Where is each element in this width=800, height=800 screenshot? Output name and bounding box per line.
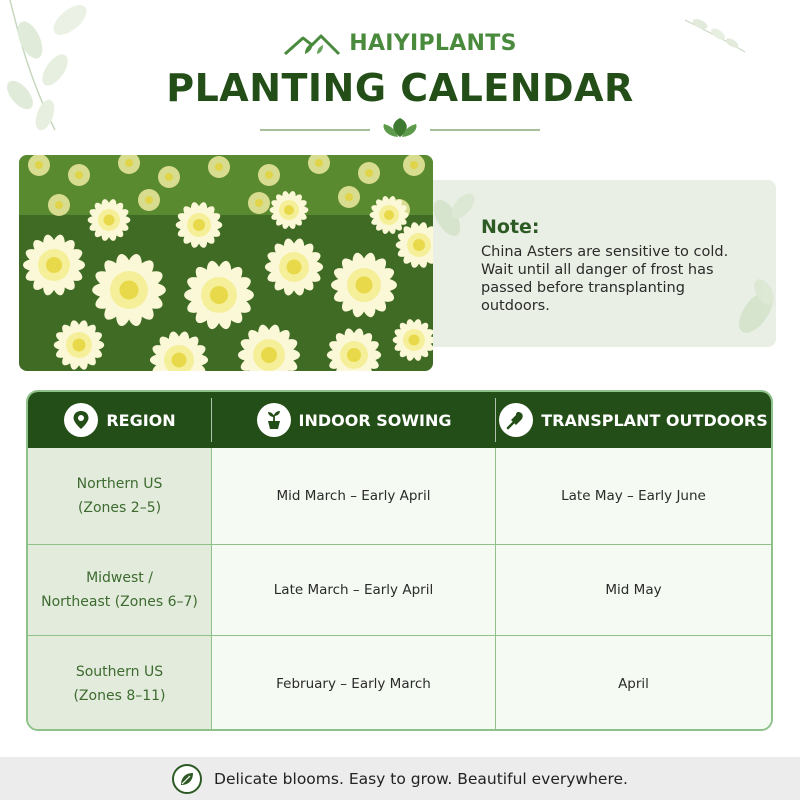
aster-flowers-photo [19,155,433,371]
indoor-sowing-cell: Mid March – Early April [212,448,496,544]
header-region-label: REGION [106,410,176,430]
note-title: Note: [481,216,540,238]
leaf-badge-icon [172,764,202,794]
table-row [28,545,771,636]
decorative-leaf-icon [433,188,479,240]
table-row [28,636,771,731]
header-indoor-label: INDOOR SOWING [298,410,452,430]
seedling-pot-icon [257,403,291,437]
region-line1: Northern US [76,476,163,492]
indoor-sowing-cell: Late March – Early April [212,545,496,635]
region-cell [28,636,212,731]
brand-name: HAIYIPLANTS [349,30,517,56]
header-transplant [496,392,771,448]
page-title: PLANTING CALENDAR [166,66,634,110]
brand-header [0,26,800,60]
header-indoor-sowing [212,392,496,448]
note-card [433,180,776,347]
region-line2: Northeast (Zones 6–7) [41,594,198,610]
region-line1: Southern US [75,663,164,680]
footer-banner [0,757,800,800]
table-header [28,392,771,448]
region-cell [28,448,212,544]
trowel-icon [499,403,533,437]
indoor-sowing-cell: February – Early March [212,636,496,731]
leaf-divider-icon [250,116,550,140]
footer-tagline: Delicate blooms. Easy to grow. Beautiful everywhere. [214,769,628,788]
table-row [28,448,771,545]
note-body: China Asters are sensitive to cold. Wait until all danger of frost has passed before transplanting outdoors. [481,244,729,314]
header-transplant-label: TRANSPLANT OUTDOORS [541,410,768,430]
region-line2: (Zones 8–11) [73,687,166,704]
location-pin-icon [64,403,98,437]
region-line1: Midwest / [86,570,153,586]
transplant-cell: April [496,636,771,731]
house-leaf-logo-icon [283,30,341,56]
region-line2: (Zones 2–5) [77,500,162,516]
planting-table [26,390,773,731]
transplant-cell: Mid May [496,545,771,635]
region-cell [28,545,212,635]
transplant-cell: Late May – Early June [496,448,771,544]
header-region [28,392,212,448]
table-body [28,448,771,731]
